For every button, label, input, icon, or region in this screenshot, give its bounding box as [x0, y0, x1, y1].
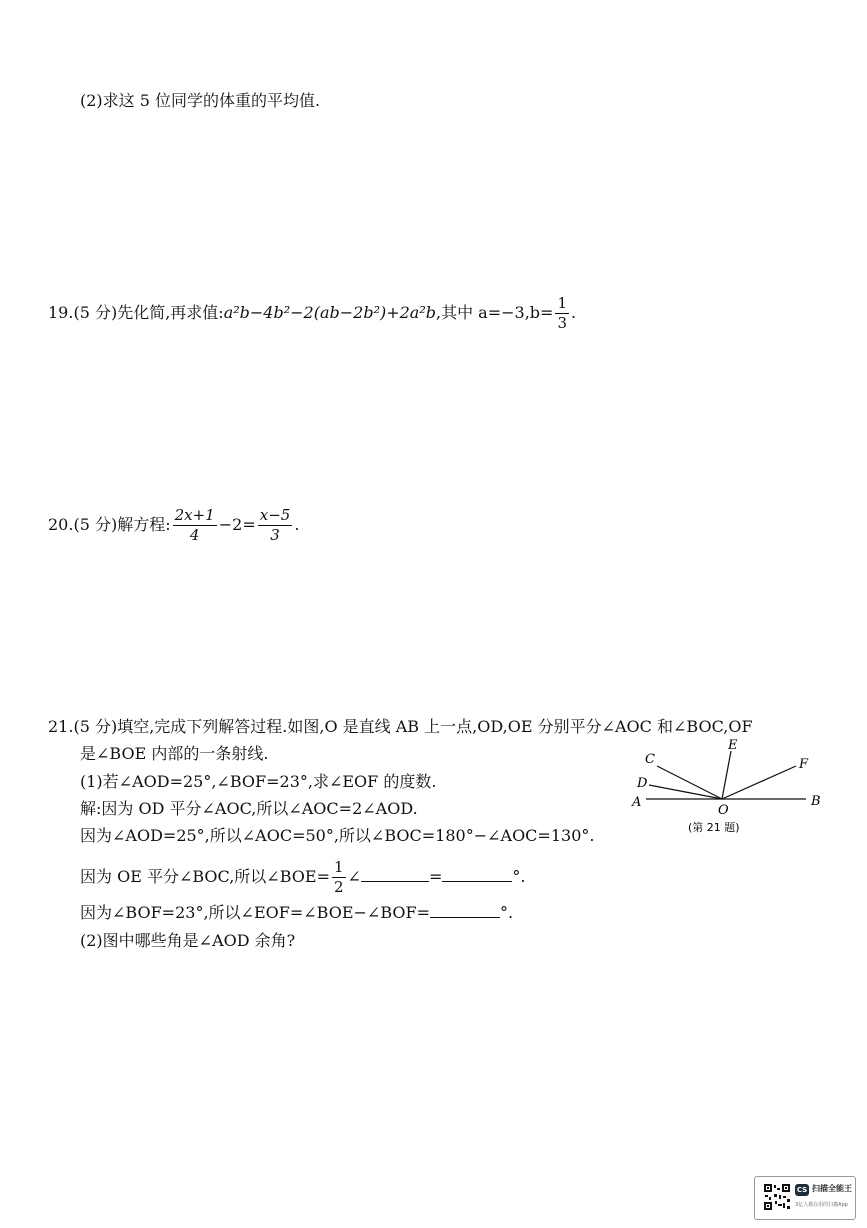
q20-lead: (5 分)解方程: — [73, 515, 171, 534]
q19-expression: a²b−4b²−2(ab−2b²)+2a²b — [223, 303, 436, 322]
ray-of — [722, 766, 796, 799]
q19-lead: (5 分)先化简,再求值: — [73, 303, 224, 322]
figure-caption: (第 21 题) — [688, 821, 740, 834]
q21-half-denominator: 2 — [333, 878, 344, 896]
question-20 — [48, 508, 299, 543]
q20-rhs-fraction — [258, 508, 293, 543]
q21-blank-eof-value[interactable] — [430, 903, 500, 918]
label-a: A — [632, 795, 642, 810]
question-19 — [48, 296, 576, 331]
q20-end: . — [294, 515, 300, 534]
ray-od — [649, 785, 722, 799]
q20-lhs-denominator: 4 — [189, 526, 200, 544]
q19-b-fraction — [555, 296, 569, 331]
q21-figure — [620, 735, 835, 840]
q21-line5-text: 因为∠AOD=25°,所以∠AOC=50°,所以∠BOC=180°−∠AOC=130°. — [80, 826, 595, 845]
q21-line8-text: (2)图中哪些角是∠AOD 余角? — [80, 931, 296, 950]
q21-line3-text: (1)若∠AOD=25°,∠BOF=23°,求∠EOF 的度数. — [80, 772, 437, 791]
q21-line7-lead: 因为∠BOF=23°,所以∠EOF=∠BOE−∠BOF= — [80, 903, 430, 922]
q21-line1-text: (5 分)填空,完成下列解答过程.如图,O 是直线 AB 上一点,OD,OE 分别平分∠AOC 和∠BOC,OF — [73, 717, 753, 736]
q20-lhs-numerator: 2x+1 — [174, 506, 215, 524]
q21-line7-end: °. — [500, 903, 514, 922]
q20-rhs-numerator: x−5 — [259, 506, 291, 524]
ray-oc — [657, 766, 722, 799]
q21-line4 — [80, 798, 418, 820]
q21-line6-angle: ∠ — [347, 867, 361, 886]
q21-line6-lead: 因为 OE 平分∠BOC,所以∠BOE= — [80, 867, 330, 886]
watermark-subtitle: 3亿人都在用的扫描App — [795, 1202, 848, 1208]
q21-line5 — [80, 825, 594, 847]
q20-number: 20. — [48, 515, 74, 534]
q21-number: 21. — [48, 717, 74, 736]
q21-line7 — [80, 902, 513, 924]
label-b: B — [811, 794, 821, 809]
label-o: O — [718, 803, 729, 818]
q20-rhs-denominator: 3 — [270, 526, 280, 544]
q21-line3 — [80, 771, 436, 793]
q20-middle: −2= — [218, 515, 256, 534]
q19-number: 19. — [48, 303, 74, 322]
q21-blank-angle[interactable] — [361, 867, 429, 882]
label-f: F — [799, 757, 809, 772]
q18-part2-text: (2)求这 5 位同学的体重的平均值. — [80, 91, 321, 110]
q21-line6-end: °. — [512, 867, 526, 886]
qr-code-icon — [763, 1183, 791, 1211]
q19-condition: ,其中 a=−3,b= — [436, 303, 554, 322]
q19-b-denominator: 3 — [557, 314, 567, 332]
q21-half-numerator: 1 — [333, 858, 344, 876]
q18-part2 — [80, 90, 320, 112]
q21-line2-text: 是∠BOE 内部的一条射线. — [80, 744, 269, 763]
q21-line6 — [80, 860, 525, 895]
q21-half-fraction — [332, 860, 346, 895]
q19-b-numerator: 1 — [557, 294, 567, 312]
label-c: C — [645, 752, 655, 767]
q21-line4-text: 解:因为 OD 平分∠AOC,所以∠AOC=2∠AOD. — [80, 799, 418, 818]
q21-line6-equals: = — [428, 867, 443, 886]
scanner-watermark — [754, 1176, 856, 1220]
label-d: D — [637, 776, 648, 791]
watermark-title: 扫描全能王 — [812, 1184, 852, 1193]
cs-logo-icon: CS — [796, 1186, 808, 1194]
q21-blank-boe-value[interactable] — [442, 867, 512, 882]
label-e: E — [728, 738, 738, 753]
q19-end: . — [571, 303, 577, 322]
ray-oe — [722, 751, 731, 799]
q21-line8 — [80, 930, 295, 952]
q21-line2 — [80, 743, 268, 765]
q20-lhs-fraction — [173, 508, 217, 543]
